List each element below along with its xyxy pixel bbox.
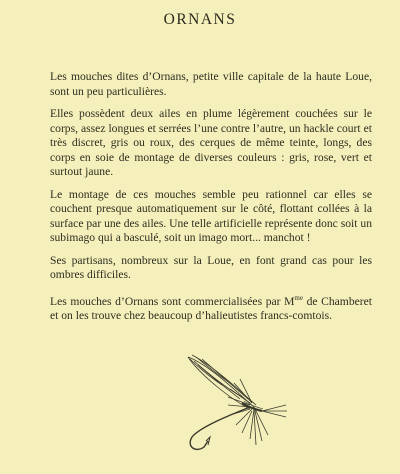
paragraph-1: Les mouches dites d’Ornans, petite ville capitale de la haute Loue, sont un peu particulières. [50,70,372,98]
paragraph-5-lead: Les mouches d’Ornans sont commercialisées par M [50,294,295,308]
paragraph-3: Le montage de ces mouches semble peu rationnel car elles se couchent presque automatiquement sur le côté, flottant collées à la surface par une des ailes. Une telle artificielle représente donc soit un subimago qui a basculé, soit un imago mort... manchot ! [50,187,372,244]
paragraph-5-sup: me [294,293,303,302]
page-title: ORNANS [163,11,237,28]
paragraph-5-tail: de Chamberet et on les trouve chez beaucoup d’halieutistes francs-comtois. [50,294,372,322]
fishing-fly-icon [170,345,290,460]
paragraph-5 [50,291,372,324]
body-text [50,70,372,331]
paragraph-4: Ses partisans, nombreux sur la Loue, en font grand cas pour les ombres difficiles. [50,253,372,281]
paragraph-2: Elles possèdent deux ailes en plume légèrement couchées sur le corps, assez longues et serrées l’une contre l’autre, un hackle court et très discret, gris ou roux, des cerques de même teinte, longs, des corps en soie de montage de diverses couleurs : gris, rose, vert et surtout jaune. [50,107,372,178]
